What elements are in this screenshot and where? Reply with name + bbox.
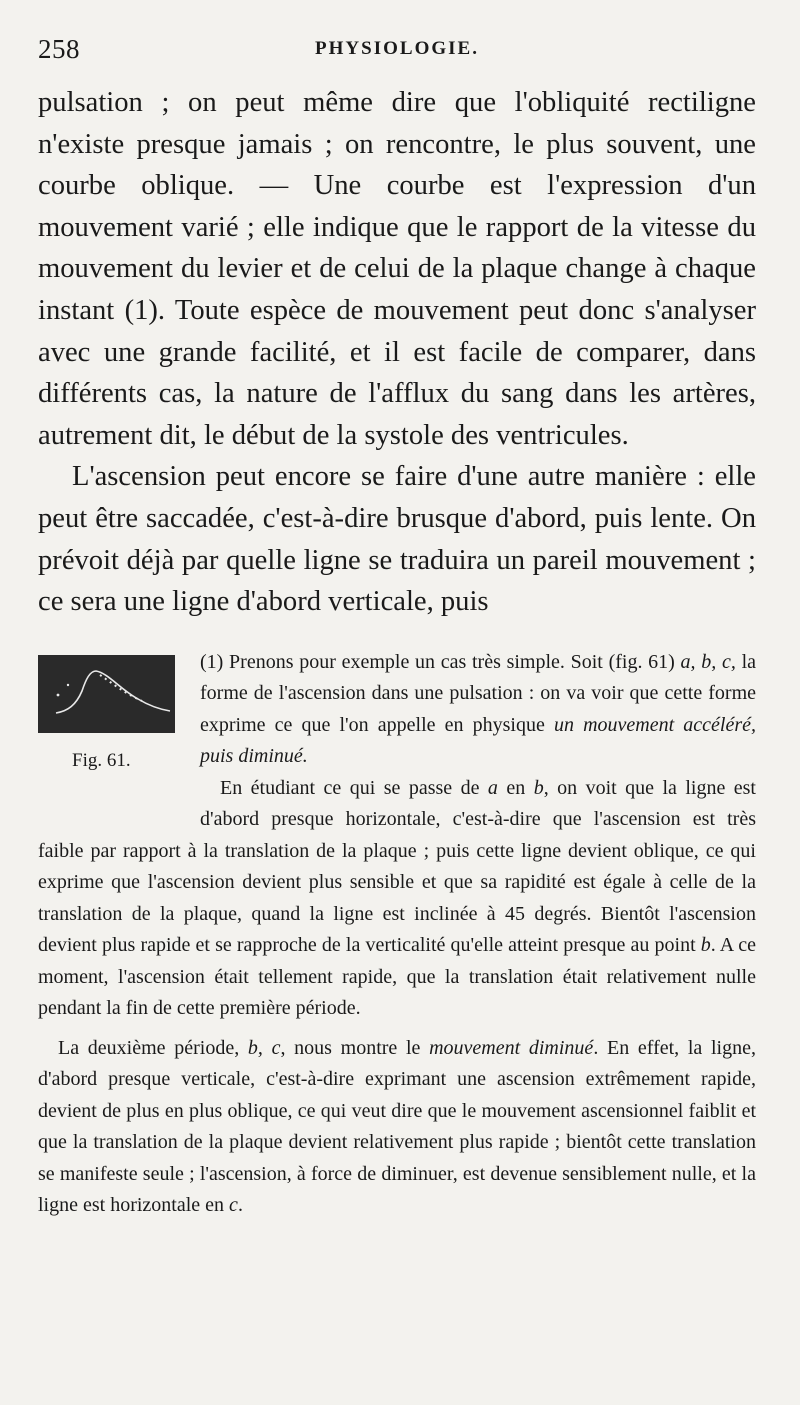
fn3-rest: . En effet, la ligne, d'abord presque verticale, c'est-à-dire exprimant une ascension extrêmement rapide, devient de plus en plus oblique, ce qui veut dire que le mouvement ascensionnel faiblit et que la translation de la plaque devient relativement plus rapide ; bientôt cette translation se manifeste seule ; l'ascension, à force de diminuer, est devenue sensiblement nulle, et la ligne est horizontale en [38, 1036, 756, 1217]
fn2-start: En étudiant ce qui se passe de [220, 776, 488, 799]
fn3-c: c [229, 1194, 238, 1217]
page-header [38, 30, 756, 82]
fn3-bc: b, c [247, 1036, 281, 1059]
figure-image [38, 655, 175, 733]
fn3-start: La deuxième période, [58, 1036, 248, 1059]
fn2-en: en [497, 776, 534, 799]
page-number: 258 [38, 34, 80, 64]
footnote-italic: un mouvement accéléré, puis diminué. [200, 713, 756, 768]
fn3-mid: , nous montre le [280, 1036, 430, 1059]
main-text [38, 82, 756, 623]
fn2-b: b [533, 776, 544, 799]
fn2-a: a [487, 776, 498, 799]
footnote-para-2 [38, 773, 756, 1025]
fn2-b2: b [700, 934, 711, 957]
fn3-end: . [237, 1194, 243, 1217]
footnote [38, 647, 756, 1222]
figure-61 [38, 649, 190, 807]
paragraph-2: L'ascension peut encore se faire d'une autre manière : elle peut être saccadée, c'est-à-dire brusque d'abord, puis lente. On prévoit déjà par quelle ligne se traduira un pareil mouvement ; ce sera une ligne d'abord verticale, puis [38, 461, 756, 618]
footnote-intro: Prenons pour exemple un cas très simple. Soit (fig. 61) [229, 650, 681, 673]
footnote-letters: a, b, c, [680, 650, 736, 673]
fn2-rest: , on voit que la ligne est d'abord presque horizontale, c'est-à-dire que l'ascension est très faible par rapport à la translation de la plaque ; puis cette ligne devient oblique, ce qui exprime que l'ascension devient plus sensible et que sa rapidité est égale à celle de la translation de la plaque, quand la ligne est inclinée à 45 degrés. Bientôt l'ascension devient plus rapide et se rapproche de la verticalité qu'elle atteint presque au point [38, 776, 756, 957]
figure-caption: Fig. 61. [72, 749, 131, 771]
running-head: PHYSIOLOGIE. [315, 38, 479, 59]
footnote-intro-cont: la forme de l'ascension dans une pulsation : on va voir que cette forme exprime ce que l'on appelle en physique [200, 650, 757, 736]
footnote-marker: (1) [200, 650, 224, 673]
paragraph-1: pulsation ; on peut même dire que l'obliquité rectiligne n'existe presque jamais ; on rencontre, le plus souvent, une courbe oblique. — Une courbe est l'expression d'un mouvement varié ; elle indique que le rapport de la vitesse du mouvement du levier et de celui de la plaque change à chaque instant (1). Toute espèce de mouvement peut donc s'analyser avec une grande facilité, et il est facile de comparer, dans différents cas, la nature de l'afflux du sang dans les artères, autrement dit, le début de la systole des ventricules. [38, 87, 756, 451]
fn2-end: . A ce moment, l'ascension était tellement rapide, que la translation était relativement nulle pendant la fin de cette première période. [38, 934, 756, 1020]
fn3-italic: mouvement diminué [429, 1036, 594, 1059]
footnote-para-3 [38, 1033, 756, 1222]
pulse-curve-icon [38, 655, 175, 733]
